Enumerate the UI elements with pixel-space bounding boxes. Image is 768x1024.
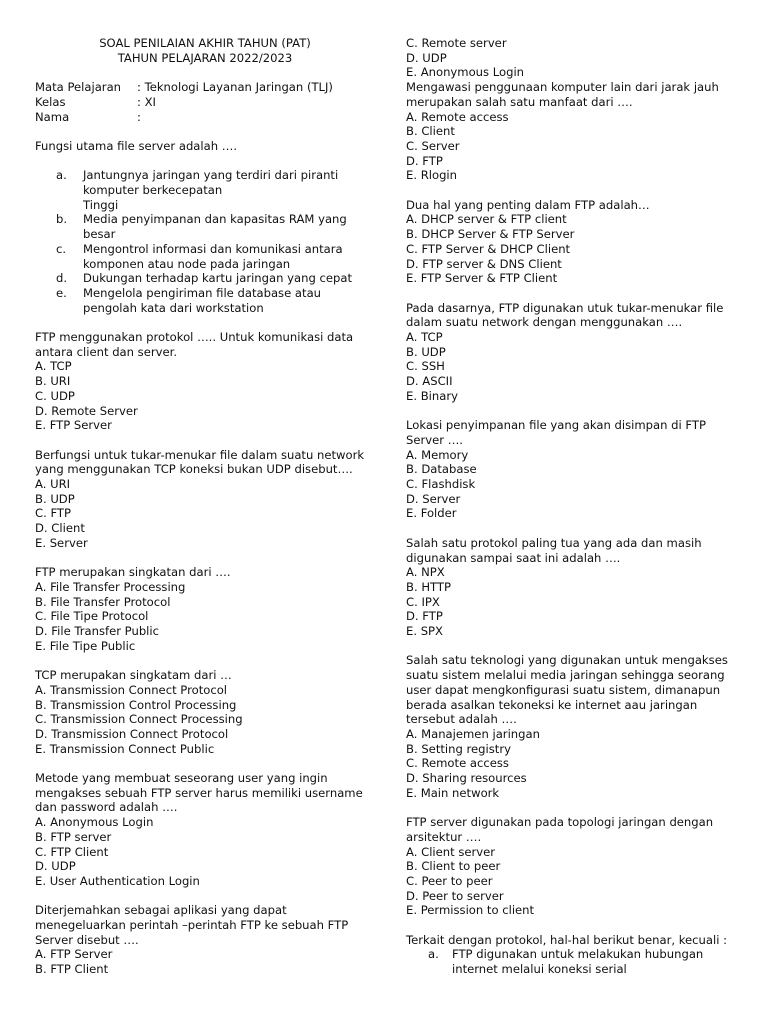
answer-option: C. Remote server <box>406 36 507 50</box>
question-stem: Dua hal yang penting dalam FTP adalah… <box>406 197 650 212</box>
option-d: d. Dukungan terhadap kartu jaringan yang cepat <box>56 271 353 286</box>
answer-option: B. FTP Client <box>35 962 109 977</box>
question-stem: Metode yang membuat seseorang user yang ingin mengakses sebuah FTP server harus memiliki username dan password adalah …. <box>35 771 363 815</box>
question-stem: FTP server digunakan pada topologi jaringan dengan arsitektur …. <box>406 815 714 844</box>
answer-option: A. NPX <box>406 565 445 580</box>
left-column <box>35 36 375 977</box>
answer-option: C. SSH <box>406 359 445 374</box>
answer-option: E. Rlogin <box>406 168 457 183</box>
right-column <box>406 36 746 977</box>
answer-option: A. DHCP server & FTP client <box>406 212 567 227</box>
question-1 <box>35 139 375 315</box>
meta-row-name: Nama : <box>35 109 141 124</box>
answer-option: E. Folder <box>406 506 457 521</box>
answer-option: B. HTTP <box>406 579 451 594</box>
exam-header <box>35 36 375 65</box>
question-stem: FTP menggunakan protokol ….. Untuk komunikasi data antara client dan server. <box>35 330 354 359</box>
question <box>406 198 746 286</box>
question-stem: Salah satu protokol paling tua yang ada dan masih digunakan sampai saat ini adalah …. <box>406 535 702 565</box>
option-list <box>35 168 375 315</box>
answer-option: B. Database <box>406 462 477 477</box>
answer-option: A. Memory <box>406 447 469 462</box>
option-c: c. Mengontrol informasi dan komunikasi antara komponen atau node pada jaringan <box>56 241 343 271</box>
answer-option: D. Client <box>35 521 85 536</box>
question-stem: TCP merupakan singkatam dari … <box>35 668 232 683</box>
answer-option: A. FTP Server <box>35 947 113 962</box>
answer-option: E. User Authentication Login <box>35 873 200 888</box>
question <box>35 565 375 653</box>
option-e: e. Mengelola pengiriman file database atau pengolah kata dari workstation <box>56 285 322 315</box>
answer-option: C. Flashdisk <box>406 477 476 492</box>
answer-option: D. UDP <box>406 50 447 65</box>
question <box>406 815 746 918</box>
answer-option: A. Manajemen jaringan <box>406 726 540 741</box>
answer-option: D. Transmission Connect Protocol <box>35 726 229 741</box>
answer-option: E. SPX <box>406 624 443 639</box>
answer-option: B. DHCP Server & FTP Server <box>406 227 575 242</box>
answer-option: E. Permission to client <box>406 903 535 918</box>
question-stem: FTP merupakan singkatan dari …. <box>35 565 231 580</box>
answer-option: C. FTP <box>35 506 72 521</box>
exam-year: TAHUN PELAJARAN 2022/2023 <box>117 50 293 65</box>
question <box>35 448 375 551</box>
answer-option: D. FTP server & DNS Client <box>406 256 562 271</box>
meta-row-class: Kelas : XI <box>35 94 156 109</box>
question <box>406 536 746 639</box>
left-question-list <box>35 330 375 977</box>
continued-options <box>406 36 746 80</box>
answer-option: E. FTP Server & FTP Client <box>406 271 558 286</box>
answer-option: E. Binary <box>406 388 458 403</box>
question <box>35 330 375 433</box>
question-stem: Salah satu teknologi yang digunakan untuk mengakses suatu sistem melalui media jaringan sehingga seorang user dapat mengkonfigurasi suatu sistem, dimanapun berada asalkan tekoneksi ke internet aau jaringan tersebut adalah …. <box>406 653 728 727</box>
option-a: a. FTP digunakan untuk melakukan hubungan internet melalui koneksi serial <box>428 947 704 977</box>
answer-option: A. Client server <box>406 844 496 859</box>
answer-option: E. File Tipe Public <box>35 638 136 653</box>
answer-option: A. File Transfer Processing <box>35 579 186 594</box>
answer-option: B. Transmission Control Processing <box>35 697 237 712</box>
question-stem: Diterjemahkan sebagai aplikasi yang dapat menegeluarkan perintah –perintah FTP ke sebuah FTP Server disebut …. <box>35 903 349 947</box>
answer-option: C. Transmission Connect Processing <box>35 712 243 727</box>
answer-option: C. UDP <box>35 388 75 403</box>
answer-option: E. Main network <box>406 785 500 800</box>
question-stem: Mengawasi penggunaan komputer lain dari jarak jauh merupakan salah satu manfaat dari …. <box>406 80 719 109</box>
answer-option: E. Server <box>35 535 88 550</box>
question-stem: Terkait dengan protokol, hal-hal berikut benar, kecuali : <box>406 932 728 947</box>
answer-option: A. TCP <box>35 359 72 374</box>
answer-option: D. Peer to server <box>406 888 504 903</box>
answer-option: D. Server <box>406 491 461 506</box>
right-question-list <box>406 80 746 918</box>
question <box>406 80 746 183</box>
answer-option: A. Transmission Connect Protocol <box>35 682 228 697</box>
answer-option: D. UDP <box>35 859 76 874</box>
answer-option: C. FTP Server & DHCP Client <box>406 241 571 256</box>
answer-option: C. Remote access <box>406 756 509 771</box>
answer-option: B. FTP server <box>35 829 112 844</box>
answer-option: D. FTP <box>406 153 443 168</box>
question <box>35 771 375 889</box>
answer-option: E. Anonymous Login <box>406 65 525 80</box>
answer-option: B. Client to peer <box>406 859 501 874</box>
option-list <box>406 947 746 976</box>
answer-option: B. Setting registry <box>406 741 511 756</box>
option-b: b. Media penyimpanan dan kapasitas RAM yang besar <box>56 212 347 242</box>
question-stem: Fungsi utama file server adalah …. <box>35 138 238 153</box>
answer-option: C. FTP Client <box>35 844 109 859</box>
answer-option: D. FTP <box>406 609 443 624</box>
answer-option: B. UDP <box>406 344 446 359</box>
student-info <box>35 80 375 124</box>
question-stem: Berfungsi untuk tukar-menukar file dalam suatu network yang menggunakan TCP koneksi bukan UDP disebut…. <box>35 447 365 477</box>
meta-row-subject: Mata Pelajaran : Teknologi Layanan Jaringan (TLJ) <box>35 80 333 95</box>
answer-option: B. URI <box>35 374 71 389</box>
answer-option: D. Remote Server <box>35 403 138 418</box>
answer-option: C. Server <box>406 138 460 153</box>
answer-option: D. File Transfer Public <box>35 624 159 639</box>
answer-option: A. URI <box>35 477 71 492</box>
question-last <box>406 933 746 977</box>
question <box>406 653 746 800</box>
answer-option: B. Client <box>406 124 455 139</box>
answer-option: D. ASCII <box>406 374 453 389</box>
question-stem: Pada dasarnya, FTP digunakan utuk tukar-menukar file dalam suatu network dengan menggunakan …. <box>406 300 724 330</box>
answer-option: A. Anonymous Login <box>35 815 154 830</box>
answer-option: D. Sharing resources <box>406 771 527 786</box>
exam-title: SOAL PENILAIAN AKHIR TAHUN (PAT) <box>99 36 311 50</box>
answer-option: E. FTP Server <box>35 418 112 433</box>
answer-option: C. Peer to peer <box>406 873 493 888</box>
answer-option: C. File Tipe Protocol <box>35 609 149 624</box>
question-stem: Lokasi penyimpanan file yang akan disimpan di FTP Server …. <box>406 418 706 447</box>
question <box>35 668 375 756</box>
answer-option: B. UDP <box>35 491 75 506</box>
answer-option: A. Remote access <box>406 109 509 124</box>
question <box>406 418 746 521</box>
option-a: a. Jantungnya jaringan yang terdiri dari piranti komputer berkecepatan Tinggi <box>56 168 339 212</box>
question <box>406 301 746 404</box>
answer-option: E. Transmission Connect Public <box>35 741 215 756</box>
answer-option: C. IPX <box>406 594 440 609</box>
question <box>35 903 375 977</box>
answer-option: B. File Transfer Protocol <box>35 594 171 609</box>
answer-option: A. TCP <box>406 330 443 345</box>
